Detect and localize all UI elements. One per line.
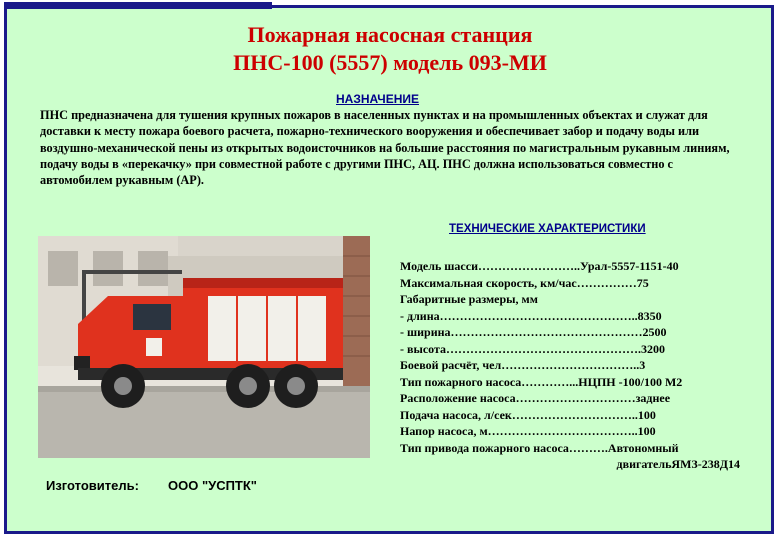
specs-list (400, 258, 740, 473)
title-line-1: Пожарная насосная станция (247, 22, 533, 47)
purpose-text: ПНС предназначена для тушения крупных пожаров в населенных пунктах и на промышленных объектах и служат для доставки к месту пожара боевого расчета, пожарно-технического вооружения и обеспечивает забор и подачу воды или воздушно-механической пены из открытых водоисточников на большие расстояния по магистральным рукавным линиям, подачу воды в «перекачку» при совместной работе с другими ПНС, АЦ. ПНС должна использоваться совместно с автомобилем рукавным (АР). (40, 108, 730, 188)
spec-row: Боевой расчёт, чел……………………………..3 (400, 358, 646, 372)
spec-row: - длина…………………………………………..8350 (400, 308, 662, 323)
manufacturer-value: ООО "УСПТК" (168, 478, 257, 493)
spec-row: двигательЯМЗ-238Д14 (616, 457, 740, 471)
top-accent-bar (4, 2, 272, 9)
spec-row: - ширина…………………………………………2500 (400, 325, 667, 339)
spec-row: Модель шасси……………………..Урал-5557-1151-40 (400, 259, 679, 273)
spec-row: Максимальная скорость, км/час……………75 (400, 275, 649, 290)
purpose-heading: НАЗНАЧЕНИЕ (336, 92, 419, 106)
specs-heading: ТЕХНИЧЕСКИЕ ХАРАКТЕРИСТИКИ (449, 223, 646, 235)
manufacturer-label: Изготовитель: (46, 478, 139, 493)
spec-row: Напор насоса, м………………………………..100 (400, 424, 656, 438)
spec-row: Расположение насоса…………………………заднее (400, 391, 671, 405)
spec-row: Тип привода пожарного насоса……….Автономный (400, 440, 679, 455)
title-line-2: ПНС-100 (5557) модель 093-МИ (233, 50, 547, 75)
spec-row: Габаритные размеры, мм (400, 292, 538, 306)
spec-row: - высота………………………………………….3200 (400, 341, 666, 356)
spec-row: Тип пожарного насоса…………...НЦПН -100/100 М2 (400, 374, 683, 389)
spec-row: Подача насоса, л/сек…………………………..100 (400, 407, 656, 422)
fire-truck-photo (38, 236, 370, 458)
